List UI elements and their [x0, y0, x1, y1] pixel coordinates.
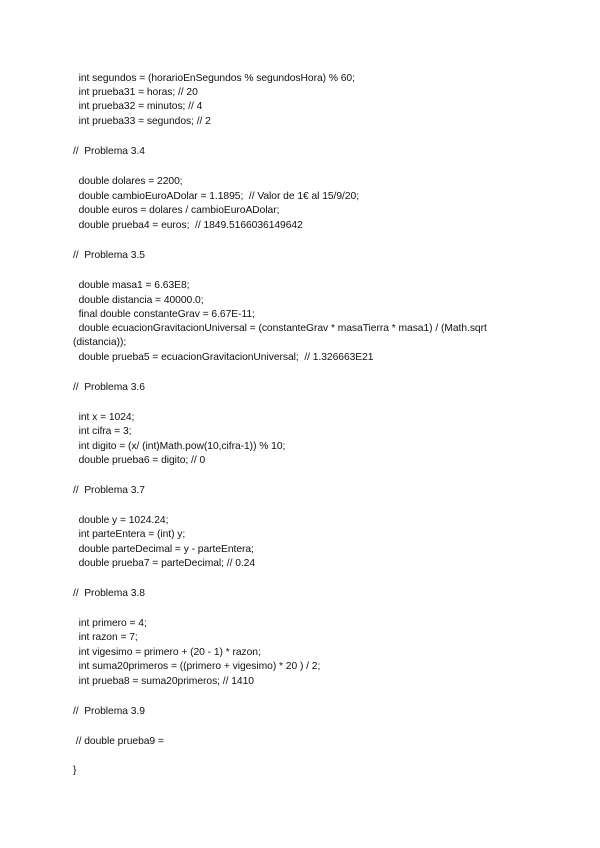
code-line: int digito = (x/ (int)Math.pow(10,cifra-1)) % 10; [73, 441, 286, 452]
code-line: double masa1 = 6.63E8; [73, 280, 190, 291]
code-line: int suma20primeros = ((primero + vigesimo) * 20 ) / 2; [73, 661, 321, 672]
section-heading: // Problema 3.4 [73, 146, 145, 157]
code-line: int prueba8 = suma20primeros; // 1410 [73, 676, 254, 687]
code-line: int segundos = (horarioEnSegundos % segundosHora) % 60; [73, 73, 355, 84]
code-line: double prueba7 = parteDecimal; // 0.24 [73, 558, 256, 569]
code-line: double ecuacionGravitacionUniversal = (constanteGrav * masaTierra * masa1) / (Math.sqrt [73, 323, 487, 334]
code-line: int cifra = 3; [73, 426, 132, 437]
section-heading: // Problema 3.7 [73, 485, 145, 496]
code-line: int x = 1024; [73, 412, 135, 423]
code-line: double prueba4 = euros; // 1849.5166036149642 [73, 220, 303, 231]
section-heading: // Problema 3.5 [73, 250, 145, 261]
code-line: int prueba32 = minutos; // 4 [73, 101, 203, 112]
code-line: int primero = 4; [73, 618, 147, 629]
code-line: double euros = dolares / cambioEuroADolar; [73, 205, 280, 216]
code-line: double dolares = 2200; [73, 176, 183, 187]
code-line: int prueba31 = horas; // 20 [73, 87, 198, 98]
code-line: final double constanteGrav = 6.67E-11; [73, 309, 255, 320]
code-line: int razon = 7; [73, 632, 138, 643]
code-line: // double prueba9 = [73, 736, 164, 747]
code-line: int parteEntera = (int) y; [73, 529, 186, 540]
code-line: double distancia = 40000.0; [73, 295, 204, 306]
code-line: int vigesimo = primero + (20 - 1) * razon; [73, 647, 261, 658]
section-heading: // Problema 3.9 [73, 706, 145, 717]
code-line: int prueba33 = segundos; // 2 [73, 116, 211, 127]
code-line: double y = 1024.24; [73, 515, 169, 526]
section-heading: // Problema 3.6 [73, 382, 145, 393]
code-line: (distancia)); [73, 337, 127, 348]
section-heading: // Problema 3.8 [73, 588, 145, 599]
code-line: double cambioEuroADolar = 1.1895; // Valor de 1€ al 15/9/20; [73, 191, 360, 202]
code-line: double parteDecimal = y - parteEntera; [73, 544, 254, 555]
code-line: double prueba6 = digito; // 0 [73, 455, 206, 466]
code-line: double prueba5 = ecuacionGravitacionUniversal; // 1.326663E21 [73, 352, 374, 363]
closing-brace: } [73, 765, 77, 776]
